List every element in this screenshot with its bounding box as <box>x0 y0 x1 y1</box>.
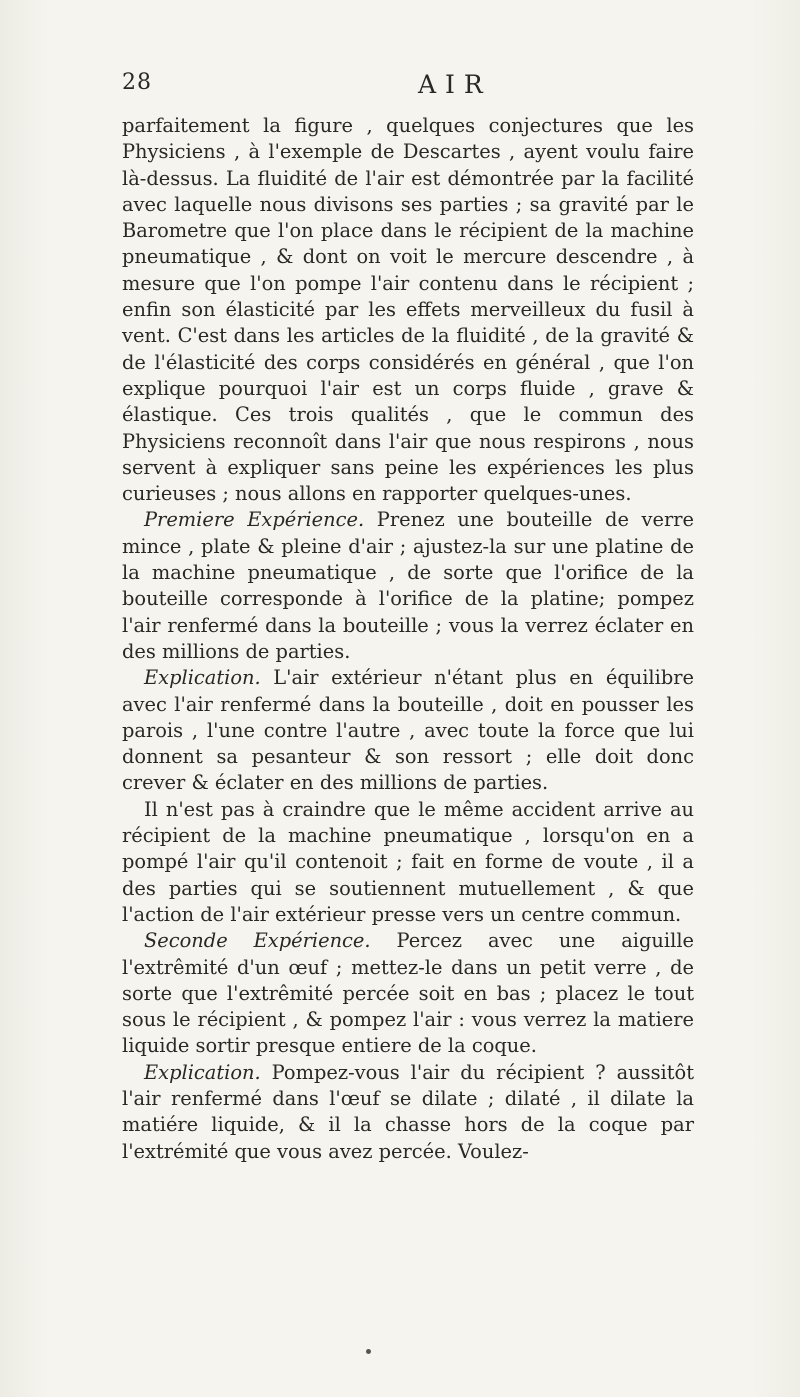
paragraph-title: Premiere Expérience. <box>144 508 365 532</box>
body-text <box>122 113 694 1165</box>
paragraph-intro-continuation <box>122 113 694 507</box>
page-number: 28 <box>122 70 152 95</box>
paragraph-first-experiment <box>122 507 694 665</box>
paragraph-second-explanation <box>122 1060 694 1165</box>
paragraph-text: Il n'est pas à craindre que le même accident arrive au récipient de la machine pneumatique , lorsqu'on en a pompé l'air qu'il contenoit ; fait en forme de voute , il a des parties qui se soutiennent mutuellement , & que l'action de l'air extérieur presse vers un centre commun. <box>122 797 694 926</box>
paragraph-text: Pompez-vous l'air du récipient ? aussitôt l'air renfermé dans l'œuf se dilate ; dilaté , il dilate la matiére liquide, & il la chasse hors de la coque par l'extrémité que vous avez percée. Voulez- <box>122 1060 695 1163</box>
ink-speck <box>366 1349 371 1354</box>
paragraph-title: Explication. <box>144 1060 261 1084</box>
paragraph-text: Percez avec une aiguille l'extrêmité d'un œuf ; mettez-le dans un petit verre , de sorte que l'extrêmité percée soit en bas ; placez le tout sous le récipient , & pompez l'air : vous verrez la matiere liquide sortir presque entiere de la coque. <box>122 929 694 1058</box>
paragraph-title: Seconde Expérience. <box>144 929 371 953</box>
paragraph-text: L'air extérieur n'étant plus en équilibre avec l'air renfermé dans la bouteille , doit en pousser les parois , l'une contre l'autre , avec toute la force que lui donnent sa pesanteur & son ressort ; elle doit donc crever & éclater en des millions de parties. <box>122 666 694 795</box>
paragraph-title: Explication. <box>144 666 261 690</box>
paragraph-text: parfaitement la figure , quelques conjectures que les Physiciens , à l'exemple de Descartes , ayent voulu faire là-dessus. La fluidité de l'air est démontrée par la facilité avec laquelle nous divisons ses parties ; sa gravité par le Barometre que l'on place dans le récipient de la machine pneumatique , & dont on voit le mercure descendre , à mesure que l'on pompe l'air contenu dans le récipient ; enfin son élasticité par les effets merveilleux du fusil à vent. C'est dans les articles de la fluidité , de la gravité & de l'élasticité des corps considérés en général , que l'on explique pourquoi l'air est un corps fluide , grave & élastique. Ces trois qualités , que le commun des Physiciens reconnoît dans l'air que nous respirons , nous servent à expliquer sans peine les expériences les plus curieuses ; nous allons en rapporter quelques-unes. <box>122 114 694 506</box>
paragraph-text: Prenez une bouteille de verre mince , plate & pleine d'air ; ajustez-la sur une platine de la machine pneumatique , de sorte que l'orifice de la bouteille corresponde à l'orifice de la platine; pompez l'air renfermé dans la bouteille ; vous la verrez éclater en des millions de parties. <box>122 508 694 663</box>
paragraph-first-explanation <box>122 665 694 796</box>
paragraph-recipient-note <box>122 797 694 928</box>
page-header <box>122 70 692 106</box>
running-head: AIR <box>418 70 492 99</box>
paragraph-second-experiment <box>122 928 694 1059</box>
